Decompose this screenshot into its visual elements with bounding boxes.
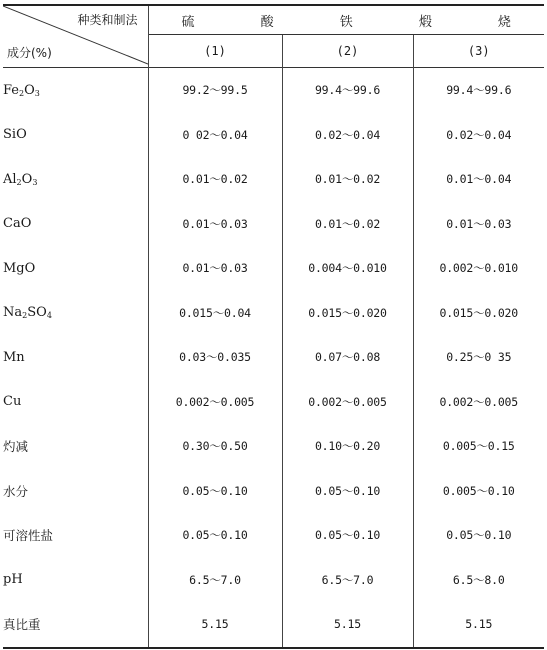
value-cell: 0.30～0.50 (148, 424, 282, 469)
table-row (3, 602, 544, 648)
component-label: $Al_2O_3$ (3, 171, 38, 187)
table-row (3, 335, 544, 380)
column-header-3: (3) (413, 35, 544, 68)
method-char: 酸 (260, 14, 274, 30)
table-row (3, 68, 544, 113)
component-label: $Na_2SO_4$ (3, 305, 52, 321)
header-row-method (3, 5, 544, 35)
table-row (3, 558, 544, 603)
value-cell: 0.01～0.03 (148, 246, 282, 291)
value-cell: 0.03～0.035 (148, 335, 282, 380)
table-row (3, 113, 544, 158)
value-cell: 0.07～0.08 (282, 335, 413, 380)
value-cell: 0.005～0.10 (413, 469, 544, 514)
component-label: 灼减 (3, 439, 29, 455)
value-cell: 0.02～0.04 (282, 113, 413, 158)
method-char: 硫 (181, 14, 195, 30)
value-cell: 0.05～0.10 (148, 513, 282, 558)
value-cell: 0.015～0.020 (282, 291, 413, 336)
method-char: 煅 (418, 14, 432, 30)
table-row (3, 380, 544, 425)
value-cell: 5.15 (282, 602, 413, 648)
value-cell: 6.5～8.0 (413, 558, 544, 603)
value-cell: 0.01～0.03 (413, 202, 544, 247)
value-cell: 0.01～0.02 (282, 157, 413, 202)
value-cell: 0.01～0.04 (413, 157, 544, 202)
value-cell: 99.2～99.5 (148, 68, 282, 113)
value-cell: 0.002～0.010 (413, 246, 544, 291)
value-cell: 5.15 (148, 602, 282, 648)
value-cell: 99.4～99.6 (282, 68, 413, 113)
value-cell: 0.002～0.005 (413, 380, 544, 425)
component-label: MgO (3, 260, 36, 276)
value-cell: 0.05～0.10 (148, 469, 282, 514)
value-cell: 0.05～0.10 (282, 469, 413, 514)
value-cell: 6.5～7.0 (282, 558, 413, 603)
corner-label-method: 种类和制法 (77, 13, 138, 27)
value-cell: 0.05～0.10 (413, 513, 544, 558)
table-row (3, 424, 544, 469)
corner-header-cell (3, 5, 148, 68)
value-cell: 0.005～0.15 (413, 424, 544, 469)
table-row (3, 291, 544, 336)
component-label: $Fe_2O_3$ (3, 82, 40, 98)
value-cell: 0.25～0 35 (413, 335, 544, 380)
table-row (3, 513, 544, 558)
table-row (3, 469, 544, 514)
value-cell: 0.01～0.03 (148, 202, 282, 247)
component-label: Cu (3, 394, 22, 410)
component-label: 可溶性盐 (3, 528, 54, 544)
value-cell: 0.004～0.010 (282, 246, 413, 291)
method-char: 铁 (339, 14, 353, 30)
value-cell: 6.5～7.0 (148, 558, 282, 603)
value-cell: 99.4～99.6 (413, 68, 544, 113)
value-cell: 0.05～0.10 (282, 513, 413, 558)
value-cell: 0.002～0.005 (148, 380, 282, 425)
table-row (3, 202, 544, 247)
component-label: pH (3, 572, 23, 588)
composition-table (3, 4, 544, 649)
component-label: Mn (3, 349, 25, 365)
method-header (148, 5, 544, 35)
value-cell: 0 02～0.04 (148, 113, 282, 158)
value-cell: 0.02～0.04 (413, 113, 544, 158)
value-cell: 0.015～0.04 (148, 291, 282, 336)
column-header-2: (2) (282, 35, 413, 68)
component-label: 水分 (3, 483, 29, 499)
component-label: 真比重 (3, 617, 41, 633)
component-label: CaO (3, 216, 32, 232)
column-header-1: (1) (148, 35, 282, 68)
value-cell: 5.15 (413, 602, 544, 648)
corner-label-component: 成分(%) (7, 46, 52, 60)
value-cell: 0.01～0.02 (148, 157, 282, 202)
table-row (3, 157, 544, 202)
table-row (3, 246, 544, 291)
value-cell: 0.015～0.020 (413, 291, 544, 336)
method-char: 烧 (497, 14, 511, 30)
value-cell: 0.002～0.005 (282, 380, 413, 425)
value-cell: 0.10～0.20 (282, 424, 413, 469)
value-cell: 0.01～0.02 (282, 202, 413, 247)
component-label: SiO (3, 127, 27, 143)
